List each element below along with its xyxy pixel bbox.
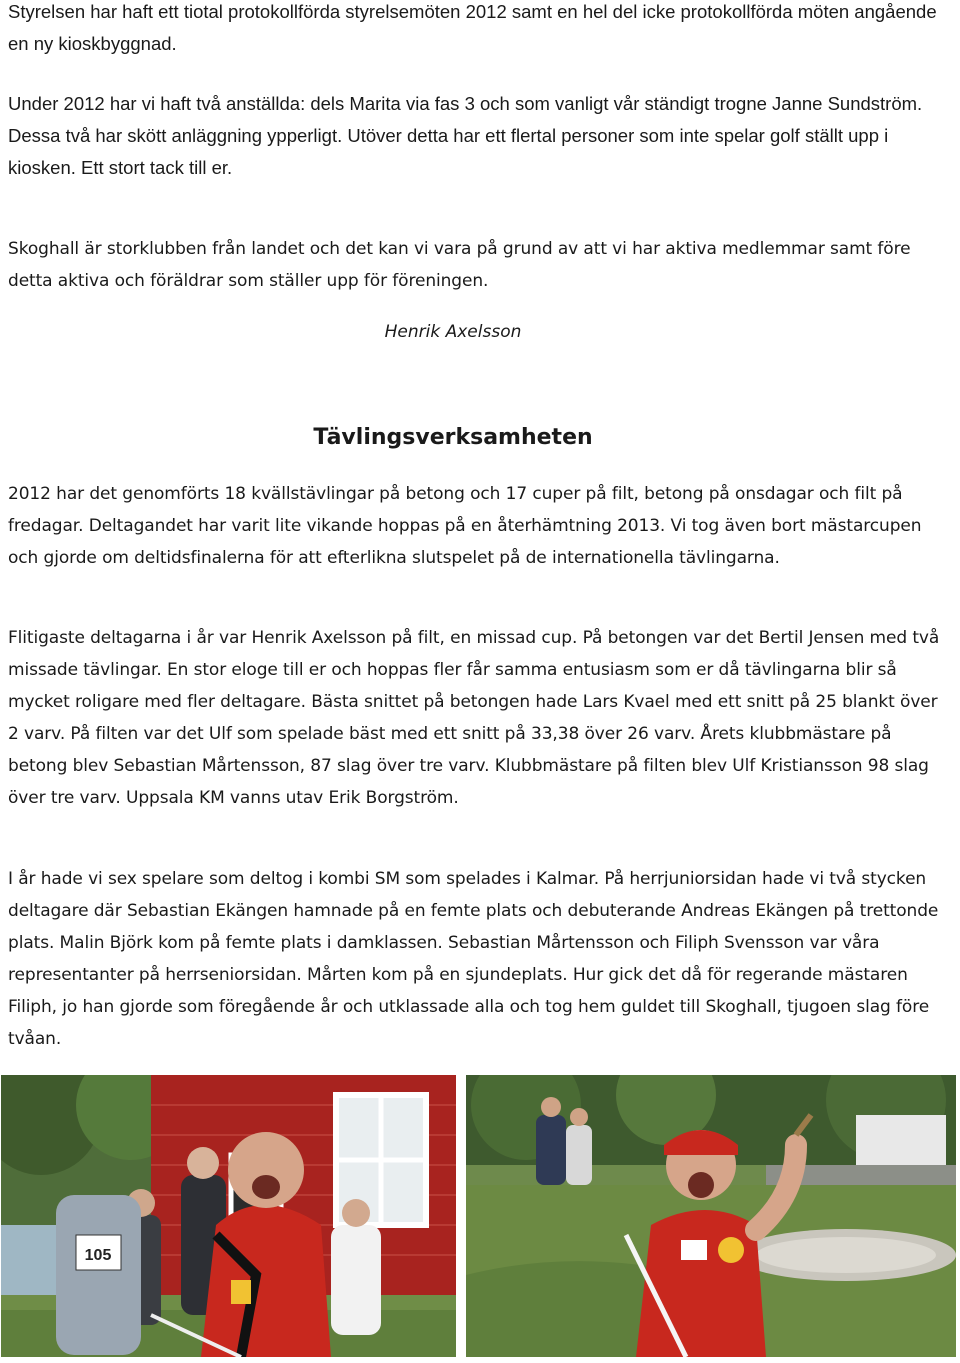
photo-cheering-player xyxy=(1,1075,456,1357)
signature: Henrik Axelsson xyxy=(384,322,522,342)
section-heading: Tävlingsverksamheten xyxy=(313,425,593,450)
bib-number: 105 xyxy=(84,1247,112,1264)
paragraph-kombi-sm: I år hade vi sex spelare som deltog i kombi SM som spelades i Kalmar. På herrjuniorsidan hade vi två stycken deltagare där Sebastian Ekängen hamnade på en femte plats och debuterande Andreas Ekängen på trettonde plats. Malin Björk kom på femte plats i damklassen. Sebastian Mårtensson och Filiph Svensson var våra representanter på herrseniorsidan. Mårten kom på en sjundeplats. Hur gick det då för regerande mästaren Filiph, jo han gjorde som föregående år och utklassade alla och tog hem guldet till Skoghall, tjugoen slag före tvåan. xyxy=(8,869,939,1049)
photo-celebrating-player xyxy=(466,1075,956,1357)
paragraph-club: Skoghall är storklubben från landet och det kan vi vara på grund av att vi har aktiva medlemmar samt före detta aktiva och föräldrar som ställer upp för föreningen. xyxy=(8,239,911,291)
paragraph-competitions: 2012 har det genomförts 18 kvällstävlingar på betong och 17 cuper på filt, betong på onsdagar och filt på fredagar. Deltagandet har varit lite vikande hoppas på en återhämtning 2013. Vi tog även bort mästarcupen och gjorde om deltidsfinalerna för att efterlikna slutspelet på de internationella tävlingarna. xyxy=(8,484,922,568)
paragraph-participants: Flitigaste deltagarna i år var Henrik Axelsson på filt, en missad cup. På betongen var det Bertil Jensen med två missade tävlingar. En stor eloge till er och hoppas fler får samma entusiasm som er då tävlingarna blir så mycket roligare med fler deltagare. Bästa snittet på betongen hade Lars Kvael med ett snitt på 25 blankt över 2 varv. På filten var det Ulf som spelade bäst med ett snitt på 33,38 över 26 varv. Årets klubbmästare på betong blev Sebastian Mårtensson, 87 slag över tre varv. Klubbmästare på filten blev Ulf Kristiansson 98 slag över tre varv. Uppsala KM vanns utav Erik Borgström. xyxy=(8,628,940,808)
paragraph-board-meetings: Styrelsen har haft ett tiotal protokollförda styrelsemöten 2012 samt en hel del icke protokollförda möten angående en ny kioskbyggnad. xyxy=(8,1,937,54)
paragraph-employees: Under 2012 har vi haft två anställda: dels Marita via fas 3 och som vanligt vår ständigt trogne Janne Sundström. Dessa två har skött anläggning ypperligt. Utöver detta har ett flertal personer som inte spelar golf ställt upp i kiosken. Ett stort tack till er. xyxy=(8,93,923,178)
